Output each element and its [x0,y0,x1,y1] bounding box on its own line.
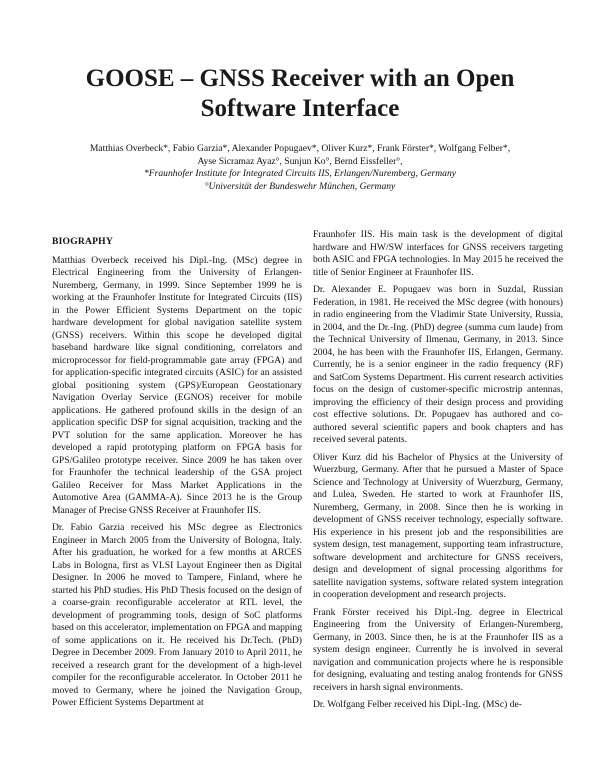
title-line-2: Software Interface [200,95,400,122]
author-block [40,143,560,193]
affiliation-1: *Fraunhofer Institute for Integrated Circuits IIS, Erlangen/Nuremberg, Germany [143,168,457,180]
bio-paragraph-garzia: Dr. Fabio Garzia received his MSc degree as Electronics Engineer in March 2005 from the University of Bologna, Italy. After his graduation, he worked for a few months at ARCES Labs in Bologna, first as VLSI Layout Engineer then as Digital Designer. In 2006 he moved to Tampere, Finland, where he started his PhD studies. His PhD Thesis focused on the design of a coarse-grain reconfigurable accelerator at RTL level, the development of programming tools, design of SoC platforms based on this accelerator, implementation on FPGA and mapping of some applications on it. He received his Dr.Tech. (PhD) Degree in December 2009. From January 2010 to April 2011, he received a research grant for the development of a high-level compiler for the reconfigurable accelerator. In October 2011 he moved to Germany, where he joined the Navigation Group, Power Efficient Systems Department at [52,522,302,708]
left-column [52,236,302,715]
affiliation-2: °Universität der Bundeswehr München, Germany [204,180,396,192]
bio-paragraph-overbeck: Matthias Overbeck received his Dipl.-Ing. (MSc) degree in Electrical Engineering from the University of Erlangen-Nuremberg, Germany, in 1999. Since September 1999 he is working at the Fraunhofer Institute for Integrated Circuits (IIS) in the Power Efficient Systems Department on the topic hardware development for global navigation satellite system (GNSS) receivers. Within this scope he developed digital baseband hardware like signal conditioning, correlators and microprocessor for field-programmable gate array (FPGA) and for application-specific integrated circuits (ASIC) for an assisted global positioning system (GPS)/European Geostationary Navigation Overlay Service (EGNOS) receiver for mobile applications. He gathered profound skills in the design of an application specific DSP for signal acquisition, tracking and the PVT solution for the same application. Moreover he has developed a rapid prototyping platform on FPGA basis for GPS/Galileo prototype receiver. Since 2009 he has taken over for Fraunhofer the technical leadership of the GSA project Galileo Receiver for Mass Market Applications in the Automotive Area (GAMMA-A). Since 2013 he is the Group Manager of Precise GNSS Receiver at Fraunhofer IIS. [52,254,302,516]
bio-paragraph-garzia-cont: Fraunhofer IIS. His main task is the development of digital hardware and HW/SW interfaces for GNSS receivers targeting both ASIC and FPGA technologies. In May 2015 he received the title of Senior Engineer at Fraunhofer IIS. [313,229,563,278]
bio-paragraph-foerster: Frank Förster received his Dipl.-Ing. degree in Electrical Engineering from the University of Erlangen-Nuremberg, Germany, in 2003. Since then, he is at the Fraunhofer IIS as a system design engineer. Currently he is involved in several navigation and communication projects where he is responsible for designing, evaluating and testing analog frontends for GNSS receivers in harsh signal environments. [313,606,563,693]
author-line-1: Matthias Overbeck*, Fabio Garzia*, Alexander Popugaev*, Oliver Kurz*, Frank Förster*, Wolfgang Felber*, [89,143,511,154]
title-line-1: GOOSE – GNSS Receiver with an Open [85,65,515,92]
author-line-2: Ayse Sicramaz Ayaz°, Sunjun Ko°, Bernd Eissfeller°, [197,155,403,167]
bio-paragraph-kurz: Oliver Kurz did his Bachelor of Physics at the University of Wuerzburg, Germany. After that he pursued a Master of Space Science and Technology at University of Wuerzburg, Germany, and Lulea, Sweden. He started to work at Fraunhofer IIS, Nuremberg, Germany, in 2008. Since then he is working in development of GNSS receiver technology, especially software. His experience in his present job and the responsibilities are system design, test management, supporting team infrastructure, software development and architecture for GNSS receivers, design and development of signal processing algorithms for satellite navigation systems, software related system integration in cooperation development and research projects. [313,451,563,600]
right-column [313,229,563,717]
bio-paragraph-popugaev: Dr. Alexander E. Popugaev was born in Suzdal, Russian Federation, in 1981. He received the MSc degree (with honours) in radio engineering from the Vladimir State University, Russia, in 2004, and the Dr.-Ing. (PhD) degree (summa cum laude) from the Technical University of Ilmenau, Germany, in 2013. Since 2004, he has been with the Fraunhofer IIS, Erlangen, Germany. Currently, he is a senior engineer in the radio frequency (RF) and SatCom Systems Department. His current research activities focus on the design of customer-specific microstrip antennas, improving the efficiency of their design process and providing cost effective solutions. Dr. Popugaev has authored and co-authored several scientific papers and book chapters and has received several patents. [313,284,563,445]
paper-title [40,64,560,124]
bio-paragraph-felber: Dr. Wolfgang Felber received his Dipl.-Ing. (MSc) de- [313,699,522,710]
section-heading: BIOGRAPHY [52,236,113,247]
